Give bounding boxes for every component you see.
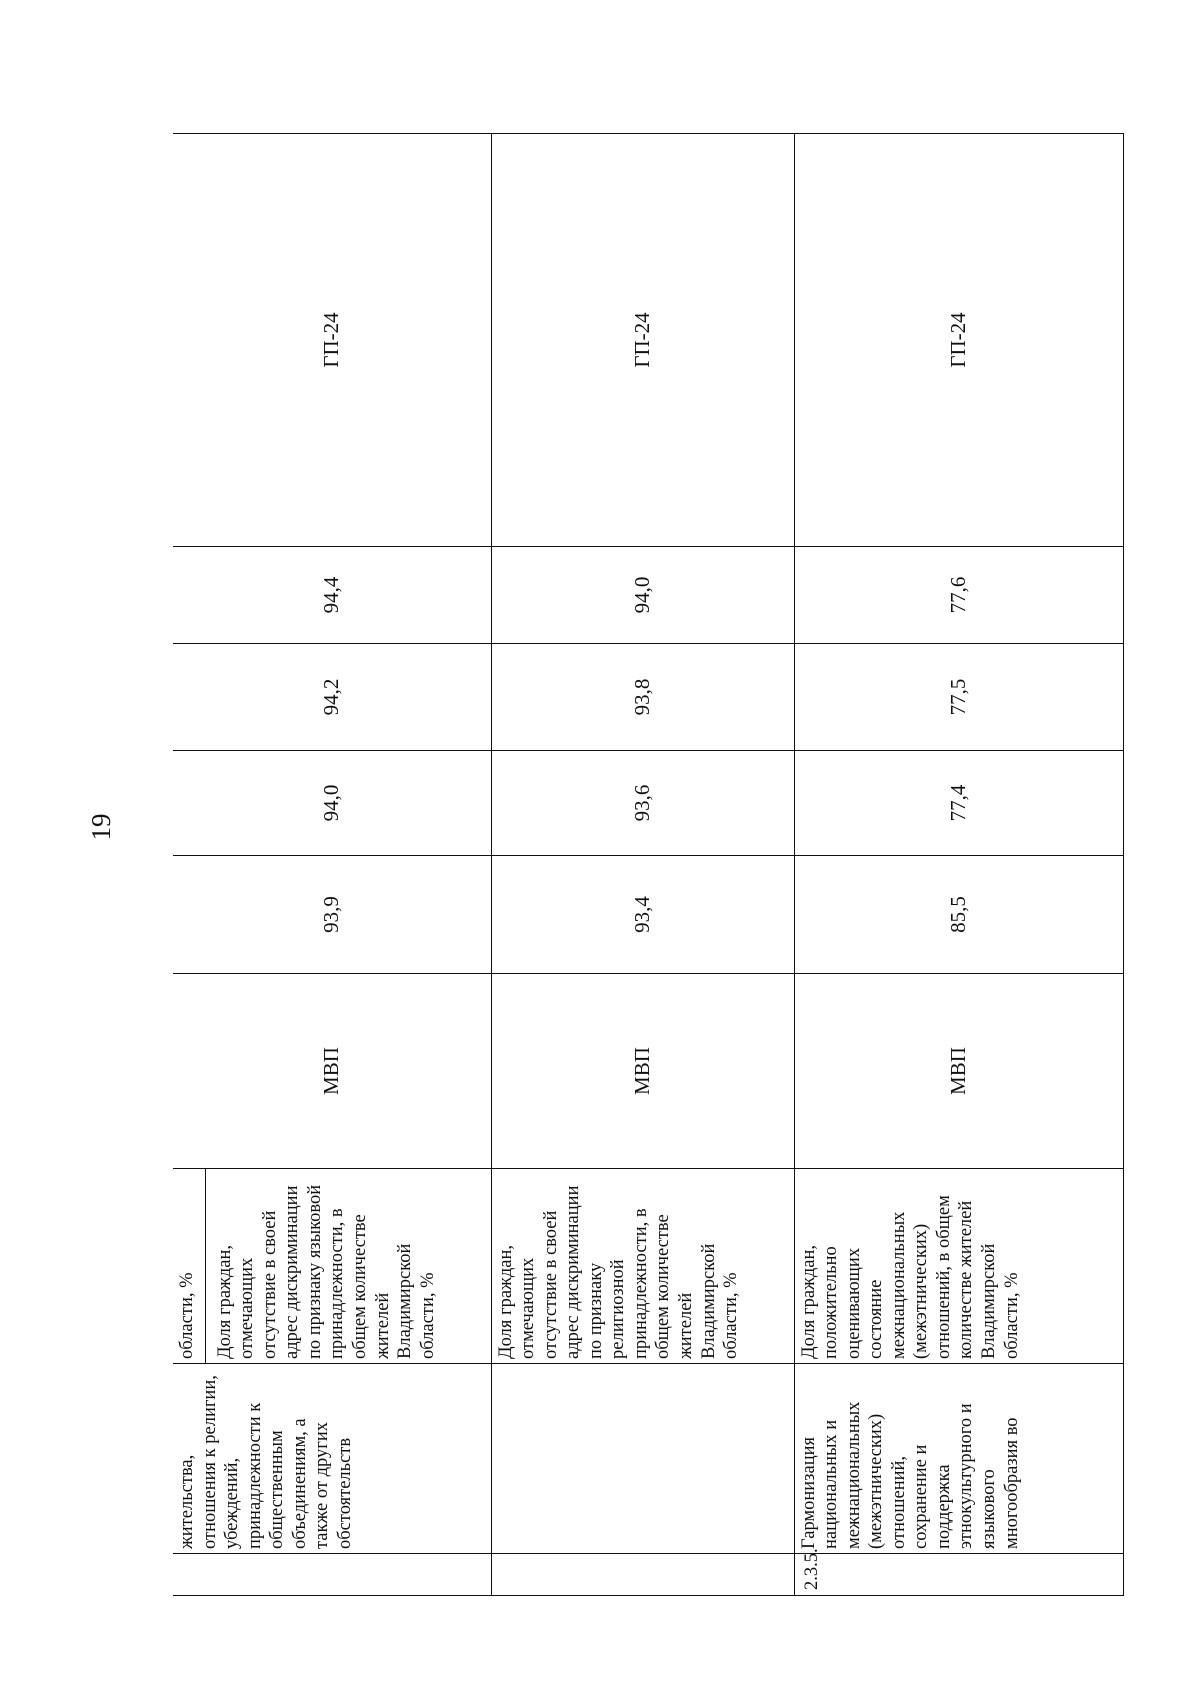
indicator-name: Доля граждан, отмечающих отсутствие в своей адрес дискриминации по признаку религиозной принадлежности, в общем количестве жителей Владимирской области, % xyxy=(491,1169,794,1364)
indicator-name: Доля граждан, положительно оценивающих состояние межнациональных (межэтнических) отношений, в общем количестве жителей Владимирской области, % xyxy=(794,1169,1123,1364)
executor: МВП xyxy=(794,974,1123,1169)
source: ГП-24 xyxy=(173,134,491,547)
measure-name xyxy=(491,1364,794,1554)
value-3: 93,8 xyxy=(491,644,794,751)
indicator-name: Доля граждан, отмечающих отсутствие в своей адрес дискриминации по признаку языковой принадлежности, в общем количестве жителей Владимирской области, % xyxy=(214,1184,438,1359)
table-row xyxy=(794,134,1123,1596)
executor: МВП xyxy=(491,974,794,1169)
source: ГП-24 xyxy=(491,134,794,547)
value-3: 77,5 xyxy=(794,644,1123,751)
value-2: 93,6 xyxy=(491,751,794,856)
indicator-cell xyxy=(173,1169,491,1364)
value-1: 85,5 xyxy=(794,856,1123,974)
value-2: 77,4 xyxy=(794,751,1123,856)
page-number: 19 xyxy=(86,813,116,841)
row-number xyxy=(491,1554,794,1596)
indicators-table xyxy=(173,133,1124,1596)
value-4: 94,0 xyxy=(491,547,794,644)
table-row xyxy=(491,134,794,1596)
value-1: 93,4 xyxy=(491,856,794,974)
row-number xyxy=(173,1554,491,1596)
table-row xyxy=(173,134,491,1596)
source: ГП-24 xyxy=(794,134,1123,547)
indicator-continuation: области, % xyxy=(173,1169,206,1364)
measure-name: Гармонизация национальных и межнациональных (межэтнических) отношений, сохранение и поддержка этнокультурного и языкового многообразия во xyxy=(794,1364,1123,1554)
rotated-table-container xyxy=(173,134,1123,1596)
value-1: 93,9 xyxy=(173,856,491,974)
value-4: 77,6 xyxy=(794,547,1123,644)
value-3: 94,2 xyxy=(173,644,491,751)
value-2: 94,0 xyxy=(173,751,491,856)
row-number: 2.3.5. xyxy=(794,1554,1123,1596)
value-4: 94,4 xyxy=(173,547,491,644)
measure-name: жительства, отношения к религии, убеждений, принадлежности к общественным объединениям, а также от других обстоятельств xyxy=(173,1364,491,1554)
executor: МВП xyxy=(173,974,491,1169)
